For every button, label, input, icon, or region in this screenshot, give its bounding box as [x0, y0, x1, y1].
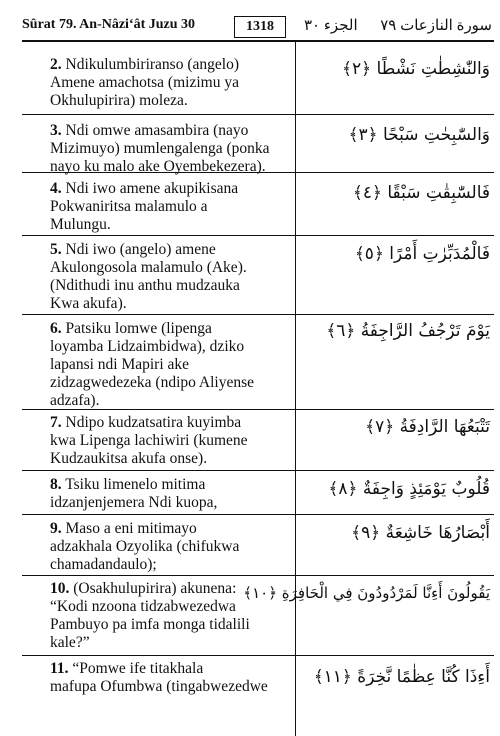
- verse-translation: [50, 241, 295, 313]
- verse-divider: [22, 235, 494, 236]
- verse-arabic: تَتْبَعُهَا الرَّادِفَةُ ﴿٧﴾: [365, 417, 490, 437]
- verse-number: 4.: [50, 180, 62, 197]
- verse-arabic: أَءِذَا كُنَّا عِظٰمًا نَّخِرَةً ﴿١١﴾: [313, 667, 490, 687]
- verse-translation: [50, 660, 295, 696]
- verse-divider: [22, 655, 494, 656]
- verse-divider: [22, 514, 494, 515]
- verse-arabic: وَالنّٰشِطٰتِ نَشْطًا ﴿٢﴾: [342, 59, 490, 79]
- verse-divider: [22, 114, 494, 115]
- verse-text: Ndi omwe amasambira (nayo Mizimuyo) mumlengalenga (ponka nayo ku malo ake Oyembekezera).: [50, 122, 270, 175]
- verse-text: Tsiku limenelo mitima idzanjenjemera Ndi kuopa,: [50, 476, 218, 511]
- verse-divider: [22, 314, 494, 315]
- verse-number: 11.: [50, 660, 69, 677]
- verse-text: Ndikulumbiriranso (angelo) Amene amachotsa (mizimu ya Okhulupirira) moleza.: [50, 56, 239, 109]
- verse-divider: [22, 470, 494, 471]
- verse-number: 7.: [50, 414, 62, 431]
- verse-translation: [50, 476, 295, 512]
- verse-translation: [50, 122, 295, 176]
- arabic-surah-label: سورة النازعات ٧٩: [380, 18, 492, 34]
- column-divider: [295, 40, 296, 736]
- verse-text: Maso a eni mitimayo adzakhala Ozyolika (chifukwa chamadandaulo);: [50, 520, 240, 573]
- verse-translation: [50, 56, 295, 110]
- verse-text: Ndipo kudzatsatira kuyimba kwa Lipenga lachiwiri (kumene Kudzaukitsa akufa onse).: [50, 414, 248, 467]
- verse-number: 3.: [50, 122, 62, 139]
- verse-arabic: وَالسّٰبِحٰتِ سَبْحًا ﴿٣﴾: [348, 125, 490, 145]
- verse-number: 2.: [50, 56, 62, 73]
- verse-number: 10.: [50, 580, 70, 597]
- verse-arabic: يَقُولُونَ أَءِنَّا لَمَرْدُودُونَ فِي الْحَافِرَةِ ﴿١٠﴾: [243, 584, 490, 602]
- page-number-box: 1318: [234, 16, 286, 38]
- verse-translation: [50, 520, 295, 574]
- verse-divider: [22, 409, 494, 410]
- verse-number: 5.: [50, 241, 62, 258]
- verse-text: “Pomwe ife titakhala mafupa Ofumbwa (tingabwezedwe: [50, 660, 268, 695]
- verse-arabic: قُلُوبٌ يَوْمَئِذٍ وَاجِفَةٌ ﴿٨﴾: [328, 479, 490, 499]
- header-rule: [22, 40, 494, 42]
- verse-arabic: أَبْصَارُهَا خَاشِعَةٌ ﴿٩﴾: [351, 523, 490, 543]
- verse-number: 6.: [50, 320, 62, 337]
- verse-arabic: يَوْمَ تَرْجُفُ الرَّاجِفَةُ ﴿٦﴾: [326, 321, 490, 341]
- arabic-juz-label: الجزء ٣٠: [304, 18, 358, 34]
- surah-juz-title: Sûrat 79. An-Nâzi‘ât Juzu 30: [22, 17, 196, 32]
- verse-translation: [50, 320, 295, 410]
- verse-text: Patsiku lomwe (lipenga loyamba Lidzaimbidwa), dziko lapansi ndi Mapiri ake zidzagwedezeka (ndipo Aliyense adzafa).: [50, 320, 254, 409]
- verse-arabic: فَالسّٰبِقٰتِ سَبْقًا ﴿٤﴾: [352, 183, 490, 203]
- verse-translation: [50, 180, 295, 234]
- verse-text: (Osakhulupirira) akunena: “Kodi nzoona tidzabwezedwa Pambuyo pa imfa monga tidalili kale?”: [50, 580, 250, 651]
- page-header: [22, 14, 492, 40]
- verse-divider: [22, 172, 494, 173]
- verse-translation: [50, 414, 295, 468]
- verse-number: 9.: [50, 520, 62, 537]
- verse-divider: [22, 575, 494, 576]
- verse-number: 8.: [50, 476, 62, 493]
- verse-text: Ndi iwo (angelo) amene Akulongosola malamulo (Ake). (Ndithudi inu anthu mudzauka Kwa akufa).: [50, 241, 247, 312]
- verse-text: Ndi iwo amene akupikisana Pokwaniritsa malamulo a Mulungu.: [50, 180, 239, 233]
- verse-arabic: فَالْمُدَبِّرٰتِ أَمْرًا ﴿٥﴾: [354, 244, 490, 264]
